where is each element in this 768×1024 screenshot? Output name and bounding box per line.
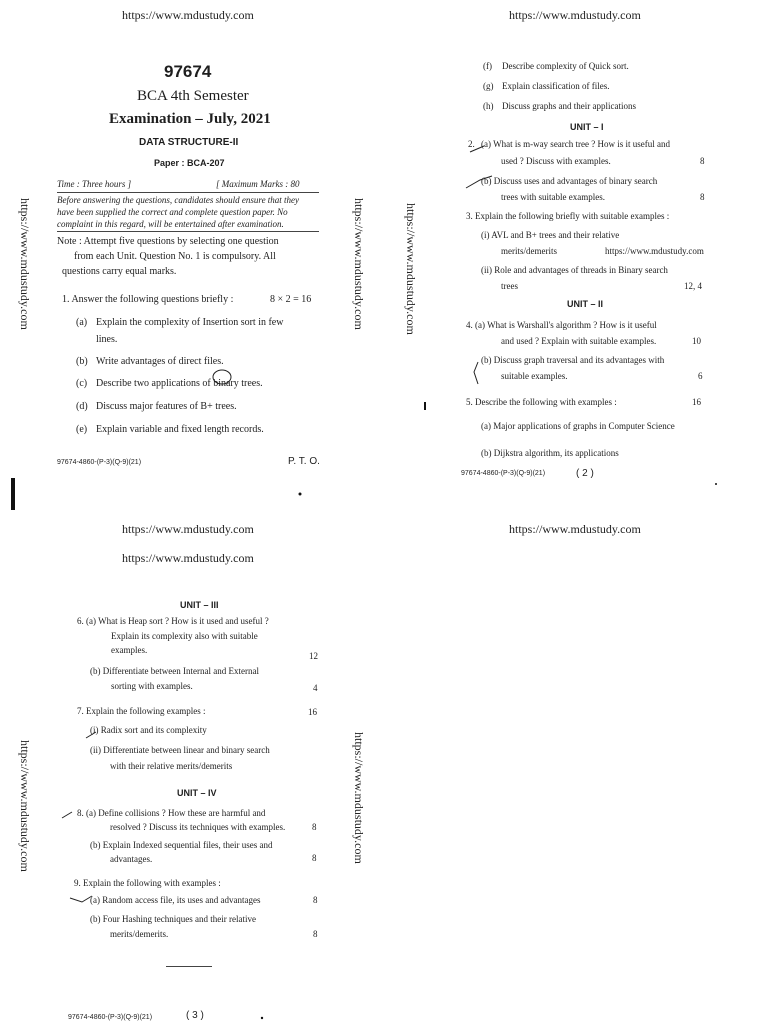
q1-part-num: (a) — [76, 317, 88, 328]
question-text: (b) Four Hashing techniques and their relative — [90, 914, 256, 924]
instruction-line-3: complaint in this regard, will be entertained after examination. — [57, 219, 284, 229]
header-url-page3b: https://www.mdustudy.com — [122, 551, 254, 565]
question-text: (i) Radix sort and its complexity — [90, 725, 207, 735]
pen-tick — [466, 176, 492, 188]
footer-code: 97674-4860-(P-3)(Q-9)(21) — [461, 470, 546, 477]
page-number: ( 3 ) — [186, 1010, 204, 1021]
question-text: Explain its complexity also with suitable — [111, 631, 258, 641]
paper-number: Paper : BCA-207 — [154, 158, 225, 168]
q1-part-text: Discuss graphs and their applications — [502, 101, 636, 111]
q1-part-num: (h) — [483, 101, 494, 111]
q1-part-text: Write advantages of direct files. — [96, 356, 224, 367]
question-marks: 8 — [313, 929, 318, 939]
question-marks: 12 — [309, 651, 318, 661]
header-url-right: https://www.mdustudy.com — [509, 8, 641, 22]
question-marks: 8 — [700, 156, 705, 166]
header-url-page4: https://www.mdustudy.com — [509, 522, 641, 536]
q1-part-text: Explain classification of files. — [502, 81, 610, 91]
q1-part-text: Describe two applications of binary trees. — [96, 378, 263, 389]
pen-tick — [70, 896, 92, 902]
question-text: (ii) Differentiate between linear and binary search — [90, 745, 270, 755]
question-marks: 4 — [313, 683, 318, 693]
question-text: (ii) Role and advantages of threads in Binary search — [481, 265, 668, 275]
unit-heading: UNIT – IV — [177, 788, 217, 798]
question-marks: 10 — [692, 336, 701, 346]
scan-speck — [424, 402, 426, 410]
question-text: (i) AVL and B+ trees and their relative — [481, 230, 620, 240]
q1-part-num: (g) — [483, 81, 494, 91]
inline-url: https://www.mdustudy.com — [605, 246, 704, 256]
pen-tick — [62, 812, 72, 818]
q1-part-text: lines. — [96, 334, 118, 345]
question-text: 9. Explain the following with examples : — [74, 878, 221, 888]
instruction-line-2: have been supplied the correct and complete question paper. No — [57, 207, 288, 217]
question-text: (a) Major applications of graphs in Computer Science — [481, 421, 675, 431]
note-line-3: questions carry equal marks. — [62, 266, 177, 277]
question-text: trees — [501, 281, 518, 291]
paper-code: 97674 — [164, 62, 212, 81]
q1-part-num: (e) — [76, 424, 88, 435]
q1-part-num: (c) — [76, 378, 88, 389]
question-text: (b) Discuss graph traversal and its advantages with — [481, 355, 665, 365]
q1-part-text: Discuss major features of B+ trees. — [96, 401, 237, 412]
question-text: (b) Explain Indexed sequential files, their uses and — [90, 840, 273, 850]
header-url-left: https://www.mdustudy.com — [122, 8, 254, 22]
question-text: 6. (a) What is Heap sort ? How is it used and useful ? — [77, 616, 269, 626]
subject: DATA STRUCTURE-II — [139, 137, 239, 148]
question-marks: 16 — [308, 707, 317, 717]
question-text: with their relative merits/demerits — [110, 761, 233, 771]
pto: P. T. O. — [288, 456, 320, 467]
scan-speck — [11, 478, 15, 510]
question-text: merits/demerits. — [110, 929, 169, 939]
question-text: (a) What is m-way search tree ? How is it useful and — [481, 139, 671, 149]
question-text: trees with suitable examples. — [501, 192, 605, 202]
exam-title: Examination – July, 2021 — [109, 111, 271, 127]
question-text: examples. — [111, 645, 148, 655]
question-text: suitable examples. — [501, 371, 568, 381]
unit-heading: UNIT – II — [567, 299, 604, 309]
q1-part-text: Describe complexity of Quick sort. — [502, 61, 629, 71]
side-watermark-left-bottom: https://www.mdustudy.com — [18, 740, 32, 872]
scan-speck — [261, 1017, 263, 1019]
side-watermark-mid-bottom: https://www.mdustudy.com — [352, 732, 366, 864]
semester: BCA 4th Semester — [137, 88, 249, 104]
question-text: used ? Discuss with examples. — [501, 156, 611, 166]
note-line-1: Note : Attempt five questions by selecting one question — [57, 236, 279, 247]
pen-circle — [213, 370, 231, 384]
page-number: ( 2 ) — [576, 468, 594, 479]
question-text: merits/demerits — [501, 246, 557, 256]
q1-part-num: (f) — [483, 61, 492, 71]
question-marks: 8 — [700, 192, 705, 202]
q1-marks: 8 × 2 = 16 — [270, 294, 312, 305]
question-text: sorting with examples. — [111, 681, 193, 691]
pen-tick — [474, 362, 478, 384]
q1-label: 1. Answer the following questions briefly : — [62, 294, 234, 305]
question-text: 7. Explain the following examples : — [77, 706, 206, 716]
question-text: 5. Describe the following with examples : — [466, 397, 617, 407]
question-text: 4. (a) What is Warshall's algorithm ? How is it useful — [466, 320, 657, 330]
side-watermark-mid1-top: https://www.mdustudy.com — [352, 198, 366, 330]
unit-heading: UNIT – III — [180, 600, 219, 610]
q1-part-text: Explain the complexity of Insertion sort in few — [96, 317, 284, 328]
question-text: (a) Random access file, its uses and advantages — [90, 895, 261, 905]
question-text: advantages. — [110, 854, 153, 864]
max-marks-label: [ Maximum Marks : 80 — [216, 179, 300, 189]
q1-part-text: Explain variable and fixed length records. — [96, 424, 264, 435]
question-text: and used ? Explain with suitable examples. — [501, 336, 657, 346]
footer-code: 97674-4860-(P-3)(Q-9)(21) — [68, 1014, 153, 1021]
question-marks: 8 — [312, 822, 317, 832]
instruction-line-1: Before answering the questions, candidates should ensure that they — [57, 195, 300, 205]
question-marks: 12, 4 — [684, 281, 702, 291]
side-watermark-mid2-top: https://www.mdustudy.com — [404, 203, 418, 335]
scan-speck — [715, 483, 717, 485]
question-marks: 8 — [312, 853, 317, 863]
q1-part-num: (b) — [76, 356, 88, 367]
question-text: (b) Differentiate between Internal and External — [90, 666, 260, 676]
question-text: (b) Discuss uses and advantages of binary search — [481, 176, 658, 186]
scan-speck — [299, 493, 302, 496]
question-marks: 16 — [692, 397, 701, 407]
time-label: Time : Three hours ] — [57, 179, 132, 189]
pen-tick — [86, 732, 96, 738]
question-number: 2. — [468, 139, 475, 149]
unit-heading: UNIT – I — [570, 122, 604, 132]
question-text: 3. Explain the following briefly with suitable examples : — [466, 211, 670, 221]
header-url-page3a: https://www.mdustudy.com — [122, 522, 254, 536]
note-line-2: from each Unit. Question No. 1 is compulsory. All — [74, 251, 276, 262]
q1-part-num: (d) — [76, 401, 88, 412]
footer-code: 97674-4860-(P-3)(Q-9)(21) — [57, 459, 142, 466]
pen-tick — [470, 146, 484, 152]
question-text: resolved ? Discuss its techniques with examples. — [110, 822, 286, 832]
question-text: (b) Dijkstra algorithm, its applications — [481, 448, 619, 458]
question-text: 8. (a) Define collisions ? How these are harmful and — [77, 808, 266, 818]
question-marks: 6 — [698, 371, 703, 381]
side-watermark-left-top: https://www.mdustudy.com — [18, 198, 32, 330]
question-marks: 8 — [313, 895, 318, 905]
